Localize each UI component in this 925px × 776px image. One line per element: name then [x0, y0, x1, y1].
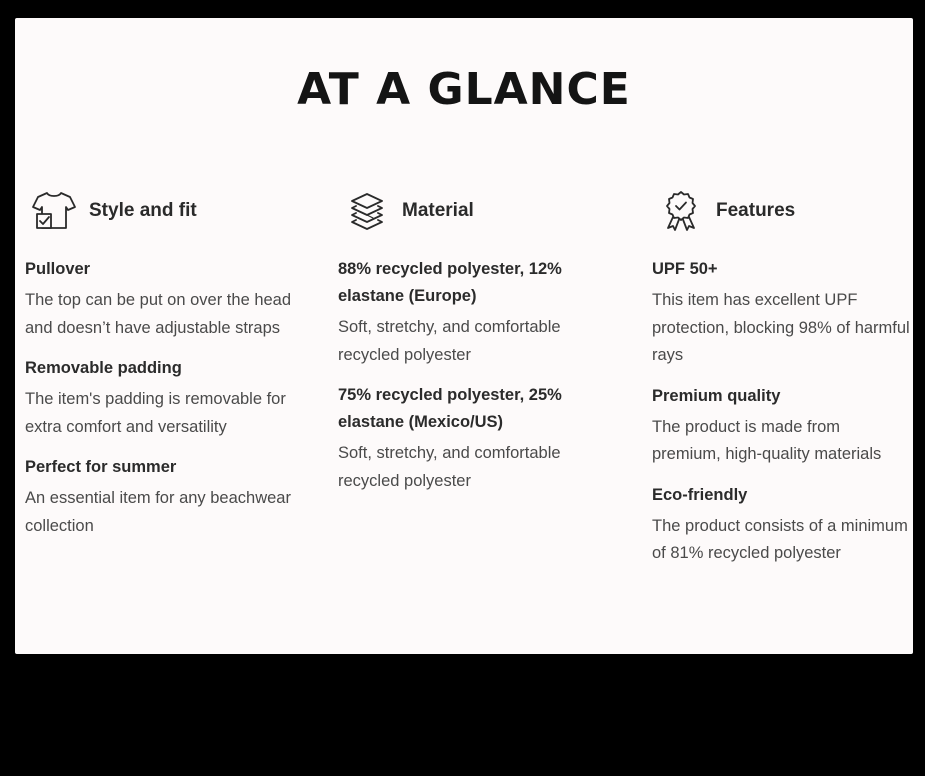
item-title: UPF 50+ [652, 260, 718, 278]
item-title: 75% recycled polyester, 25% elastane (Mexico/US) [338, 386, 562, 431]
column-header [25, 190, 293, 232]
column-heading: Features [716, 200, 796, 221]
item-description: The item's padding is removable for extra comfort and versatility [25, 390, 286, 436]
list-item [652, 256, 910, 370]
column-style-and-fit [25, 190, 293, 553]
list-item [652, 383, 910, 469]
column-header [338, 190, 606, 232]
item-title: Eco-friendly [652, 485, 748, 504]
item-description: The product consists of a minimum of 81% recycled polyester [652, 516, 908, 562]
award-ribbon-icon [656, 190, 706, 232]
list-item [652, 482, 910, 568]
item-description: The top can be put on over the head and doesn’t have adjustable straps [25, 291, 292, 337]
list-item [338, 382, 606, 495]
item-title: Premium quality [652, 386, 781, 405]
item-description: The product is made from premium, high-quality materials [652, 417, 882, 463]
at-a-glance-card [15, 18, 913, 654]
list-item [338, 256, 606, 369]
item-title: 88% recycled polyester, 12% elastane (Europe) [338, 260, 562, 305]
item-title: Pullover [25, 260, 91, 278]
column-material [338, 190, 606, 508]
item-title: Perfect for summer [25, 458, 177, 476]
list-item [25, 454, 293, 540]
item-description: This item has excellent UPF protection, blocking 98% of harmful rays [652, 291, 910, 364]
list-item [25, 355, 293, 441]
list-item [25, 256, 293, 342]
layers-icon [342, 190, 392, 232]
column-heading: Material [402, 200, 474, 221]
column-features [652, 190, 910, 581]
tshirt-check-icon [29, 190, 79, 232]
page-title: AT A GLANCE [297, 64, 631, 115]
item-title: Removable padding [25, 359, 182, 377]
column-header [652, 190, 910, 232]
item-description: Soft, stretchy, and comfortable recycled polyester [338, 444, 561, 490]
item-description: An essential item for any beachwear collection [25, 489, 291, 535]
column-heading: Style and fit [89, 200, 197, 221]
item-description: Soft, stretchy, and comfortable recycled polyester [338, 318, 561, 364]
